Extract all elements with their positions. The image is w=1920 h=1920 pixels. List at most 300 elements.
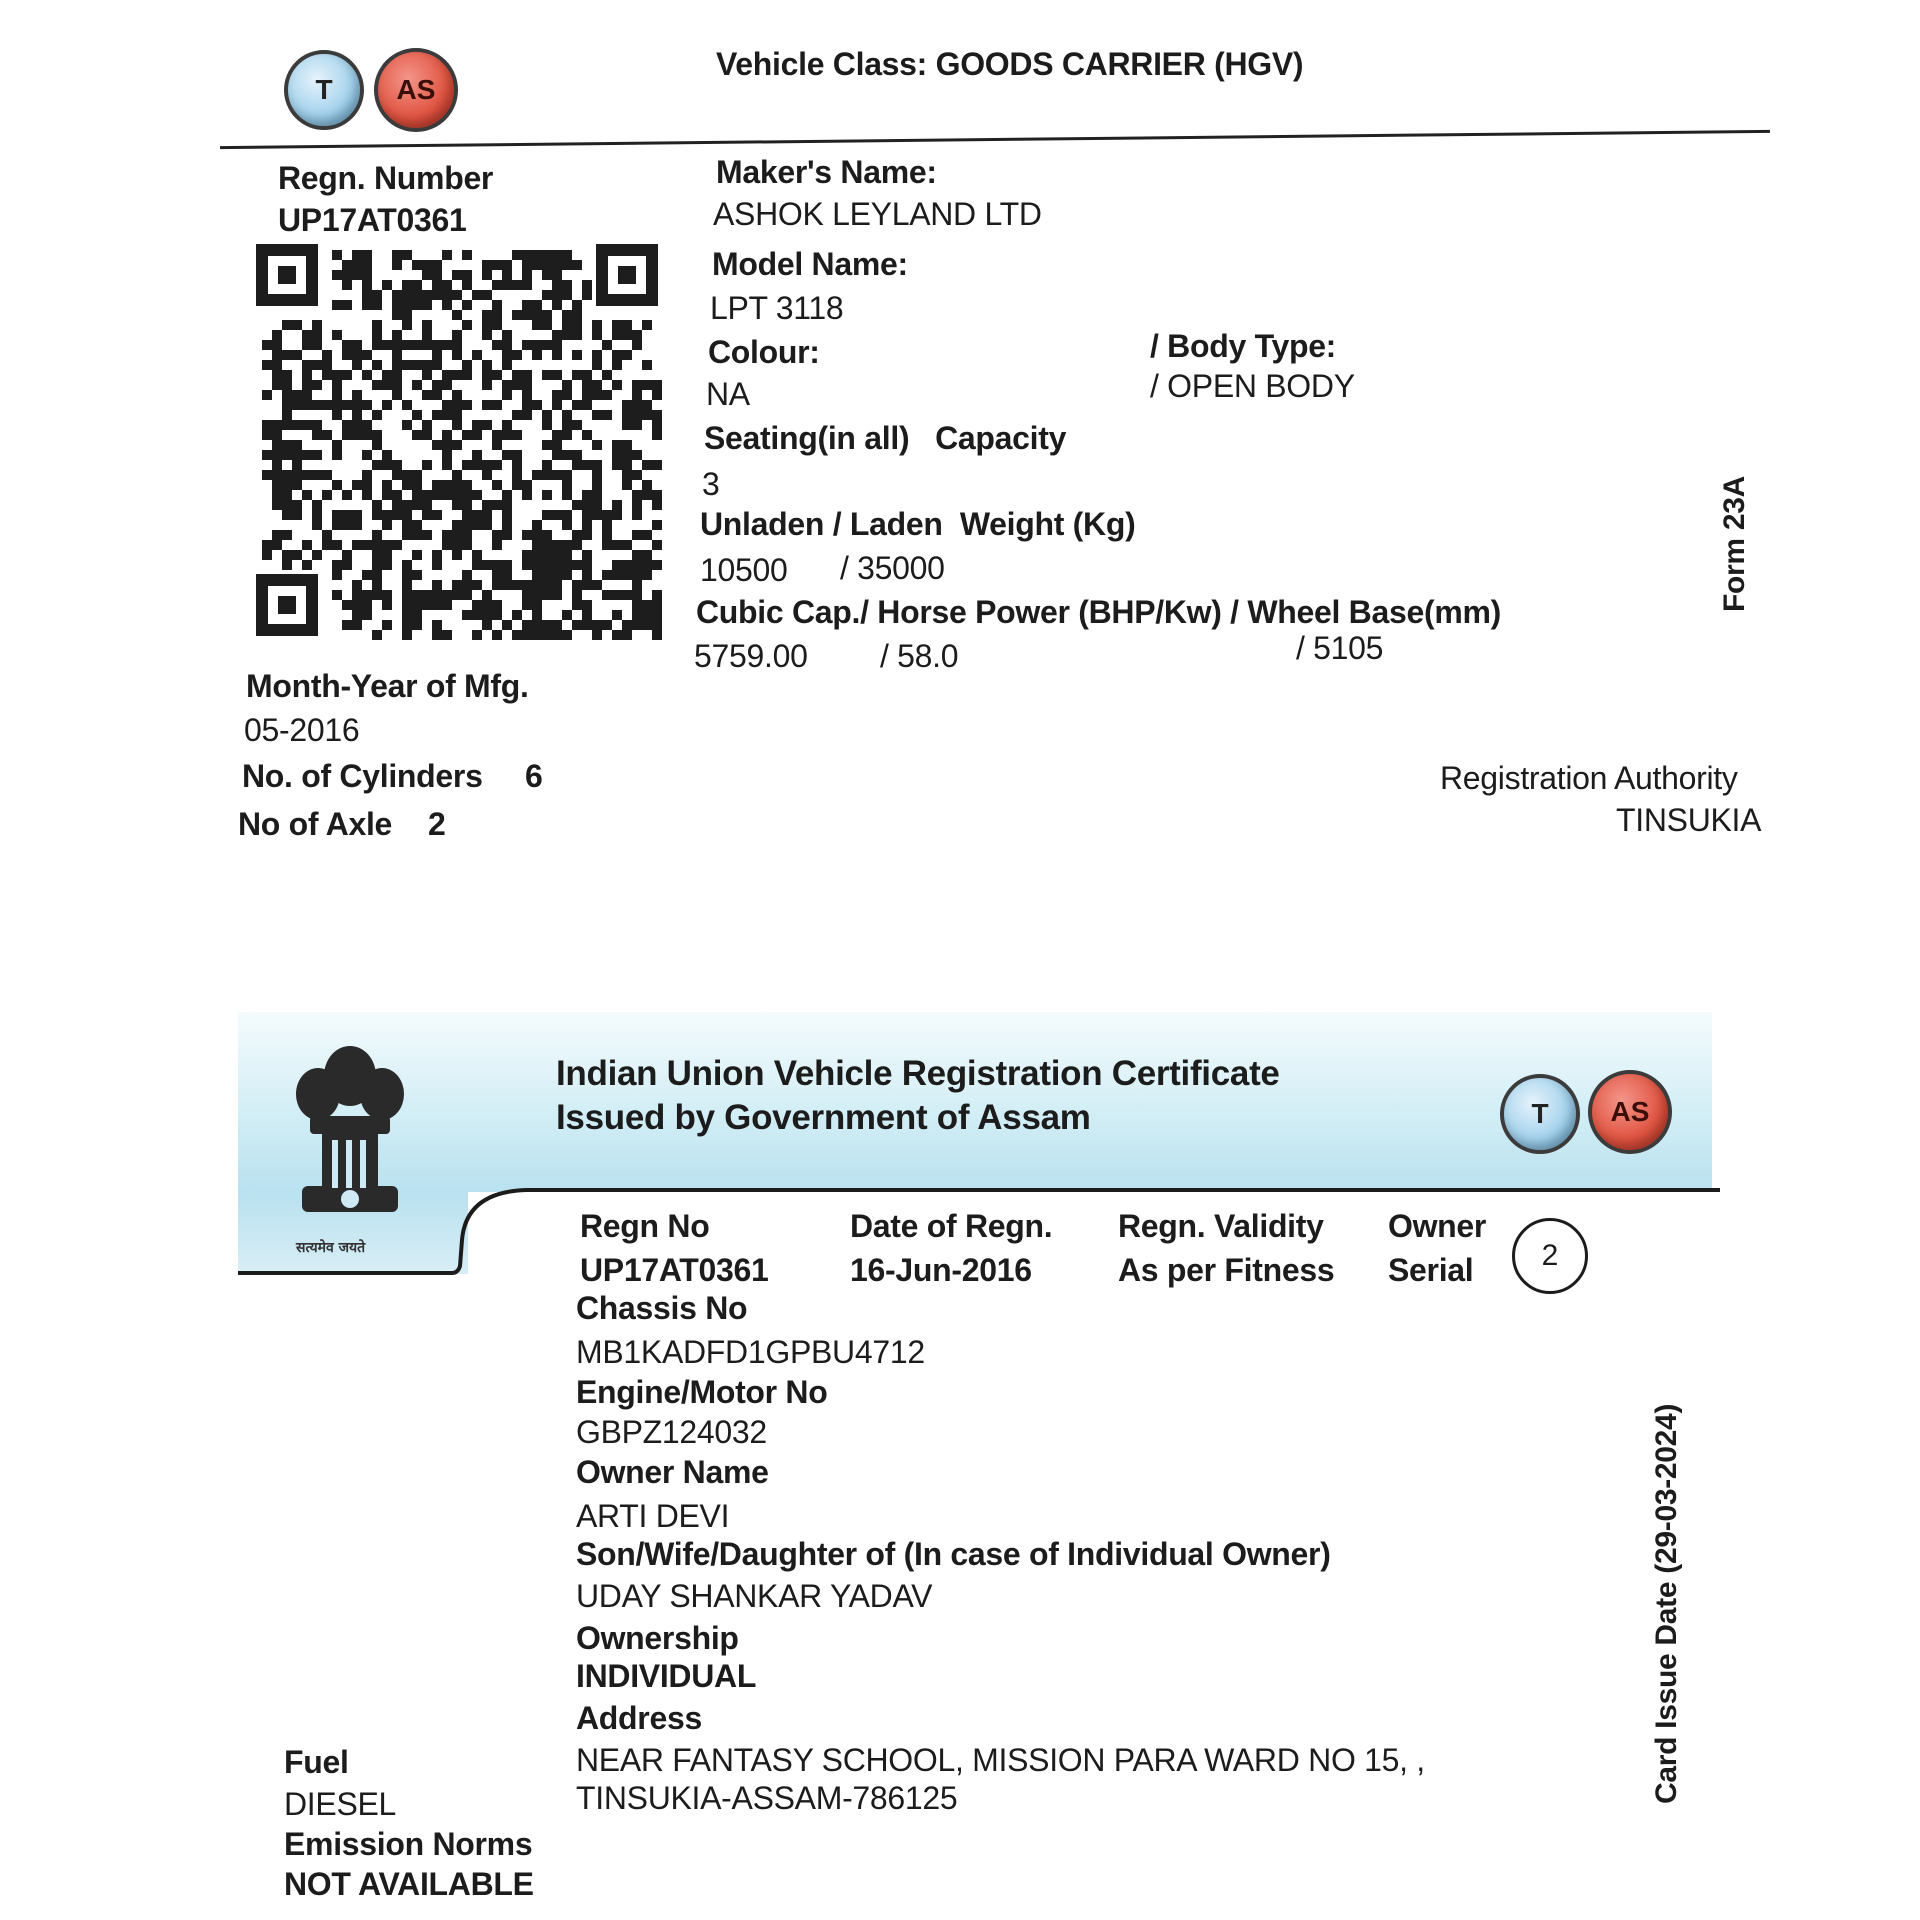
- qr-module: [282, 530, 292, 540]
- qr-module: [542, 630, 552, 640]
- qr-module: [622, 470, 632, 480]
- qr-module: [652, 420, 662, 430]
- qr-module: [452, 480, 462, 490]
- cubic-value: 5759.00: [694, 638, 808, 674]
- qr-module: [372, 590, 382, 600]
- qr-module: [592, 490, 602, 500]
- qr-module: [402, 420, 412, 430]
- qr-module: [282, 510, 292, 520]
- qr-module: [482, 510, 492, 520]
- regn-number-label: Regn. Number: [278, 160, 494, 196]
- qr-module: [302, 420, 312, 430]
- qr-module: [342, 600, 352, 610]
- qr-module: [462, 520, 472, 530]
- qr-module: [502, 280, 512, 290]
- as-badge-icon-bottom: [1588, 1070, 1672, 1154]
- qr-module: [332, 440, 342, 450]
- qr-module: [542, 620, 552, 630]
- qr-module: [282, 390, 292, 400]
- qr-module: [572, 560, 582, 570]
- qr-module: [502, 570, 512, 580]
- qr-module: [522, 300, 532, 310]
- qr-module: [452, 410, 462, 420]
- qr-module: [462, 400, 472, 410]
- qr-module: [392, 380, 402, 390]
- qr-module: [542, 260, 552, 270]
- qr-module: [502, 490, 512, 500]
- qr-module: [372, 570, 382, 580]
- qr-module: [452, 290, 462, 300]
- qr-module: [492, 610, 502, 620]
- qr-module: [362, 290, 372, 300]
- qr-module: [442, 490, 452, 500]
- qr-module: [442, 540, 452, 550]
- qr-module: [532, 630, 542, 640]
- qr-module: [512, 610, 522, 620]
- qr-module: [502, 340, 512, 350]
- qr-module: [552, 560, 562, 570]
- qr-module: [552, 270, 562, 280]
- qr-module: [432, 480, 442, 490]
- qr-module: [312, 470, 322, 480]
- qr-module: [472, 550, 482, 560]
- qr-module: [482, 330, 492, 340]
- qr-module: [652, 390, 662, 400]
- qr-module: [282, 500, 292, 510]
- qr-module: [632, 560, 642, 570]
- qr-module: [582, 280, 592, 290]
- qr-module: [432, 340, 442, 350]
- qr-module: [302, 470, 312, 480]
- qr-module: [362, 490, 372, 500]
- qr-module: [262, 430, 272, 440]
- qr-module: [372, 500, 382, 510]
- qr-module: [452, 340, 462, 350]
- seating-label: Seating(in all) Capacity: [704, 420, 1067, 456]
- qr-module: [452, 580, 462, 590]
- qr-module: [422, 590, 432, 600]
- qr-module: [442, 480, 452, 490]
- qr-module: [282, 380, 292, 390]
- qr-module: [342, 420, 352, 430]
- qr-module: [532, 310, 542, 320]
- mfg-label: Month-Year of Mfg.: [246, 668, 529, 704]
- qr-module: [312, 500, 322, 510]
- qr-module: [602, 620, 612, 630]
- qr-module: [412, 600, 422, 610]
- qr-module: [492, 630, 502, 640]
- qr-module: [522, 270, 532, 280]
- qr-module: [402, 590, 412, 600]
- qr-module: [552, 390, 562, 400]
- qr-module: [312, 320, 322, 330]
- qr-module: [632, 610, 642, 620]
- emission-value: NOT AVAILABLE: [284, 1866, 534, 1902]
- qr-module: [352, 420, 362, 430]
- qr-module: [462, 280, 472, 290]
- regn-no-value: UP17AT0361: [580, 1252, 769, 1288]
- qr-module: [512, 470, 522, 480]
- qr-module: [312, 420, 322, 430]
- regn-number-value: UP17AT0361: [278, 202, 467, 238]
- qr-module: [592, 460, 602, 470]
- qr-module: [652, 630, 662, 640]
- date-regn-value: 16-Jun-2016: [850, 1252, 1032, 1288]
- qr-module: [492, 430, 502, 440]
- qr-module: [432, 440, 442, 450]
- qr-module: [362, 260, 372, 270]
- qr-module: [482, 500, 492, 510]
- qr-module: [452, 330, 462, 340]
- qr-module: [562, 420, 572, 430]
- qr-module: [532, 620, 542, 630]
- qr-module: [572, 500, 582, 510]
- qr-module: [392, 540, 402, 550]
- qr-module: [352, 270, 362, 280]
- qr-module: [462, 480, 472, 490]
- validity-value: As per Fitness: [1118, 1252, 1335, 1288]
- qr-module: [602, 540, 612, 550]
- qr-module: [622, 620, 632, 630]
- qr-module: [282, 490, 292, 500]
- qr-module: [612, 350, 622, 360]
- qr-module: [552, 620, 562, 630]
- qr-module: [532, 520, 542, 530]
- qr-module: [422, 300, 432, 310]
- qr-module: [552, 450, 562, 460]
- qr-module: [312, 520, 322, 530]
- qr-module: [432, 280, 442, 290]
- authority-value: TINSUKIA: [1616, 802, 1762, 838]
- owner-name-label: Owner Name: [576, 1454, 769, 1490]
- qr-module: [362, 370, 372, 380]
- engine-value: GBPZ124032: [576, 1414, 767, 1450]
- qr-module: [402, 520, 412, 530]
- qr-module: [402, 400, 412, 410]
- qr-module: [282, 470, 292, 480]
- qr-module: [312, 330, 322, 340]
- qr-module: [292, 390, 302, 400]
- qr-module: [362, 430, 372, 440]
- qr-module: [452, 390, 462, 400]
- qr-module: [572, 330, 582, 340]
- qr-module: [582, 510, 592, 520]
- certificate-title-line1: Indian Union Vehicle Registration Certificate: [556, 1054, 1280, 1093]
- qr-module: [512, 350, 522, 360]
- qr-module: [292, 350, 302, 360]
- qr-module: [612, 590, 622, 600]
- qr-module: [602, 390, 612, 400]
- qr-module: [632, 590, 642, 600]
- qr-module: [282, 560, 292, 570]
- chassis-label: Chassis No: [576, 1290, 748, 1326]
- qr-module: [562, 630, 572, 640]
- qr-module: [422, 430, 432, 440]
- qr-module: [652, 490, 662, 500]
- qr-module: [552, 550, 562, 560]
- qr-module: [322, 540, 332, 550]
- qr-module: [462, 250, 472, 260]
- qr-module: [352, 520, 362, 530]
- authority-label: Registration Authority: [1440, 760, 1738, 796]
- qr-module: [392, 290, 402, 300]
- qr-module: [502, 580, 512, 590]
- colour-label: Colour:: [708, 334, 820, 370]
- qr-module: [402, 600, 412, 610]
- qr-module: [552, 400, 562, 410]
- qr-module: [572, 450, 582, 460]
- qr-module: [382, 340, 392, 350]
- qr-module: [522, 380, 532, 390]
- qr-module: [582, 500, 592, 510]
- qr-module: [342, 350, 352, 360]
- qr-module: [472, 600, 482, 610]
- qr-module: [332, 450, 342, 460]
- qr-module: [362, 470, 372, 480]
- qr-module: [332, 370, 342, 380]
- qr-module: [562, 380, 572, 390]
- qr-module: [302, 330, 312, 340]
- qr-module: [432, 270, 442, 280]
- qr-module: [342, 280, 352, 290]
- qr-module: [542, 470, 552, 480]
- qr-module: [452, 370, 462, 380]
- qr-module: [312, 400, 322, 410]
- qr-module: [272, 330, 282, 340]
- qr-module: [322, 470, 332, 480]
- qr-module: [512, 310, 522, 320]
- qr-module: [472, 450, 482, 460]
- qr-module: [282, 350, 292, 360]
- qr-module: [412, 480, 422, 490]
- qr-module: [382, 460, 392, 470]
- qr-module: [352, 510, 362, 520]
- qr-module: [402, 510, 412, 520]
- qr-module: [362, 450, 372, 460]
- qr-module: [412, 280, 422, 290]
- qr-module: [422, 320, 432, 330]
- qr-module: [652, 590, 662, 600]
- qr-module: [562, 290, 572, 300]
- qr-module: [372, 330, 382, 340]
- qr-module: [402, 620, 412, 630]
- qr-module: [592, 480, 602, 490]
- qr-module: [572, 350, 582, 360]
- qr-module: [392, 460, 402, 470]
- qr-module: [632, 620, 642, 630]
- qr-module: [552, 540, 562, 550]
- qr-module: [312, 510, 322, 520]
- qr-module: [422, 340, 432, 350]
- qr-module: [292, 450, 302, 460]
- qr-module: [442, 290, 452, 300]
- qr-module: [562, 570, 572, 580]
- qr-module: [402, 340, 412, 350]
- qr-module: [532, 340, 542, 350]
- qr-module: [482, 370, 492, 380]
- t-badge-label: T: [315, 74, 333, 105]
- qr-module: [482, 420, 492, 430]
- qr-module: [512, 250, 522, 260]
- qr-module: [532, 580, 542, 590]
- qr-module: [532, 540, 542, 550]
- certificate-title-line2: Issued by Government of Assam: [556, 1098, 1091, 1137]
- qr-module: [642, 410, 652, 420]
- qr-module: [422, 510, 432, 520]
- qr-module: [542, 420, 552, 430]
- emission-label: Emission Norms: [284, 1826, 533, 1862]
- qr-module: [652, 500, 662, 510]
- qr-module: [272, 480, 282, 490]
- qr-module: [442, 280, 452, 290]
- qr-module: [432, 380, 442, 390]
- qr-module: [552, 590, 562, 600]
- qr-module: [462, 460, 472, 470]
- qr-module: [342, 560, 352, 570]
- qr-module: [372, 580, 382, 590]
- ownership-label: Ownership: [576, 1620, 739, 1656]
- qr-module: [472, 290, 482, 300]
- qr-module: [422, 490, 432, 500]
- qr-module: [482, 260, 492, 270]
- qr-module: [382, 400, 392, 410]
- qr-module: [272, 530, 282, 540]
- qr-module: [412, 340, 422, 350]
- qr-module: [642, 320, 652, 330]
- qr-module: [372, 440, 382, 450]
- qr-module: [552, 280, 562, 290]
- qr-module: [632, 330, 642, 340]
- qr-module: [472, 420, 482, 430]
- qr-module: [452, 420, 462, 430]
- qr-module: [542, 290, 552, 300]
- qr-module: [272, 340, 282, 350]
- qr-module: [562, 560, 572, 570]
- qr-module: [422, 370, 432, 380]
- qr-module: [292, 400, 302, 410]
- qr-module: [382, 280, 392, 290]
- qr-module: [372, 320, 382, 330]
- qr-module: [612, 510, 622, 520]
- qr-module: [492, 320, 502, 330]
- qr-module: [352, 540, 362, 550]
- qr-module: [392, 350, 402, 360]
- qr-module: [612, 450, 622, 460]
- qr-module: [592, 500, 602, 510]
- qr-module: [452, 590, 462, 600]
- qr-module: [562, 430, 572, 440]
- qr-module: [332, 330, 342, 340]
- qr-module: [532, 600, 542, 610]
- ownership-value: INDIVIDUAL: [576, 1658, 757, 1694]
- qr-module: [592, 440, 602, 450]
- qr-module: [512, 580, 522, 590]
- qr-module: [502, 380, 512, 390]
- qr-module: [382, 380, 392, 390]
- qr-module: [282, 440, 292, 450]
- wheelbase-value: / 5105: [1296, 630, 1384, 666]
- qr-module: [582, 520, 592, 530]
- qr-module: [432, 580, 442, 590]
- qr-module: [642, 480, 652, 490]
- qr-module: [412, 430, 422, 440]
- qr-module: [362, 420, 372, 430]
- qr-module: [592, 360, 602, 370]
- qr-module: [562, 610, 572, 620]
- owner-serial-badge: [1512, 1218, 1588, 1294]
- qr-module: [412, 610, 422, 620]
- qr-module: [572, 530, 582, 540]
- qr-module: [492, 500, 502, 510]
- qr-module: [542, 560, 552, 570]
- qr-module: [342, 400, 352, 410]
- qr-module: [502, 330, 512, 340]
- qr-module: [392, 490, 402, 500]
- qr-module: [262, 550, 272, 560]
- qr-module: [492, 400, 502, 410]
- qr-module: [432, 590, 442, 600]
- serial-label: Serial: [1388, 1252, 1474, 1288]
- qr-module: [392, 340, 402, 350]
- laden-value: / 35000: [840, 550, 945, 586]
- qr-module: [372, 560, 382, 570]
- qr-module: [612, 610, 622, 620]
- qr-module: [562, 480, 572, 490]
- qr-module: [652, 600, 662, 610]
- qr-module: [442, 340, 452, 350]
- qr-module: [622, 320, 632, 330]
- qr-module: [312, 360, 322, 370]
- fuel-value: DIESEL: [284, 1786, 397, 1822]
- qr-module: [352, 610, 362, 620]
- address-line1: NEAR FANTASY SCHOOL, MISSION PARA WARD NO 15, ,: [576, 1742, 1425, 1778]
- qr-module: [262, 420, 272, 430]
- qr-module: [432, 510, 442, 520]
- qr-module: [292, 470, 302, 480]
- qr-module: [372, 410, 382, 420]
- qr-module: [442, 300, 452, 310]
- qr-module: [542, 580, 552, 590]
- qr-module: [552, 350, 562, 360]
- unladen-value: 10500: [700, 552, 788, 588]
- qr-module: [442, 630, 452, 640]
- qr-module: [322, 530, 332, 540]
- qr-module: [562, 260, 572, 270]
- qr-module: [372, 630, 382, 640]
- qr-module: [462, 320, 472, 330]
- qr-module: [462, 530, 472, 540]
- qr-module: [492, 300, 502, 310]
- qr-module: [482, 290, 492, 300]
- qr-module: [482, 520, 492, 530]
- t-badge-icon-bottom: [1500, 1074, 1580, 1154]
- qr-module: [502, 520, 512, 530]
- engine-label: Engine/Motor No: [576, 1374, 828, 1410]
- qr-module: [382, 480, 392, 490]
- qr-module: [552, 340, 562, 350]
- qr-module: [482, 560, 492, 570]
- qr-module: [542, 530, 552, 540]
- qr-module: [432, 550, 442, 560]
- qr-module: [552, 430, 562, 440]
- qr-module: [432, 630, 442, 640]
- qr-module: [512, 280, 522, 290]
- qr-module: [452, 490, 462, 500]
- qr-module: [362, 610, 372, 620]
- qr-module: [312, 450, 322, 460]
- qr-module: [542, 590, 552, 600]
- regn-no-label: Regn No: [580, 1208, 710, 1244]
